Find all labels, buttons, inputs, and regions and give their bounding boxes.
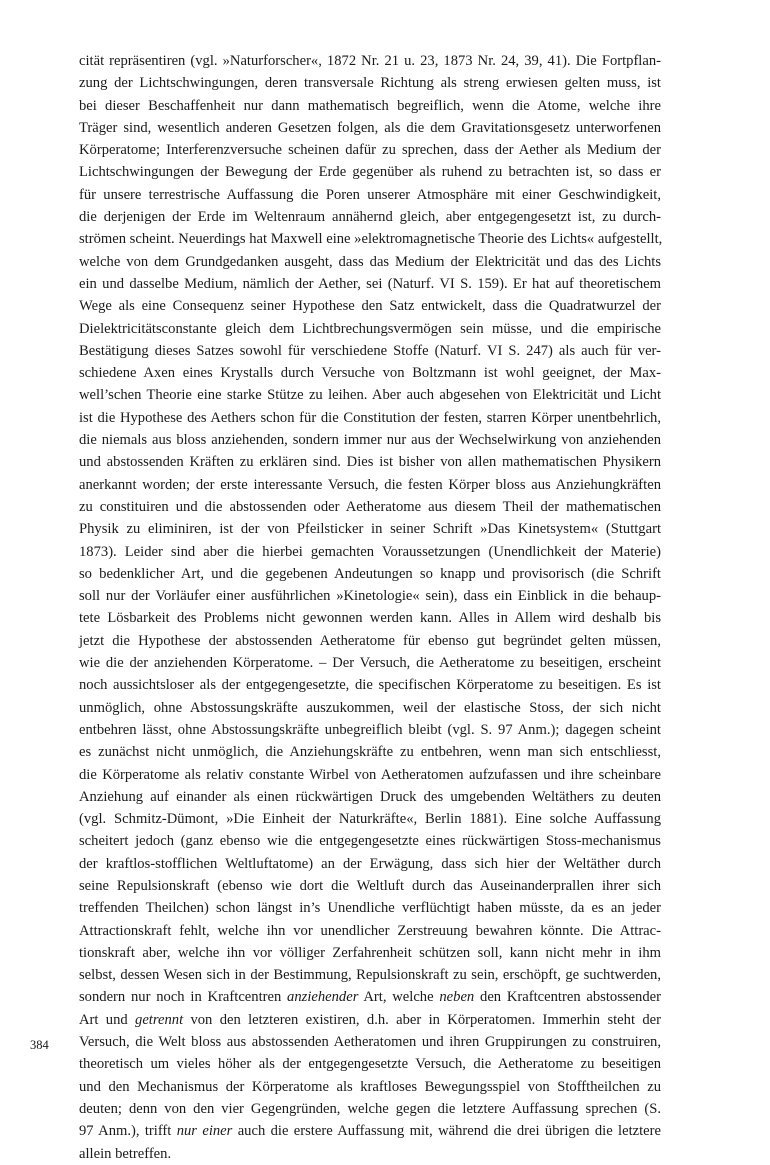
text-run: seine Repulsionskraft (ebenso wie dort die Weltluft durch das Auseinanderprallen ihrer sich	[79, 877, 661, 894]
text-run: tete Lösbarkeit des Problems nicht gewonnen werden kann. Alles in Allem wird deshalb bis	[79, 610, 661, 627]
text-line	[79, 719, 661, 741]
text-run: treffenden Theilchen) schon längst in’s Unendliche verflüchtigt haben müsste, da es an jeder	[79, 900, 661, 917]
text-line	[79, 764, 661, 786]
text-run: welche von dem Grundgedanken ausgeht, dass das Medium der Elektricität und das des Lichts	[79, 253, 661, 270]
text-run: schiedene Axen eines Krystalls durch Versuche von Boltzmann ist wohl geeignet, der Max-	[79, 365, 661, 382]
text-line	[79, 1053, 661, 1075]
text-run: ist die Hypothese des Aethers schon für die Constitution der festen, starren Körper unentbehrlich,	[79, 409, 661, 426]
text-line	[79, 161, 661, 183]
text-run: es zunächst nicht unmöglich, die Anziehungskräfte zu entbehren, wenn man sich entschliesst,	[79, 744, 661, 761]
text-line	[79, 496, 661, 518]
text-run: bei dieser Beschaffenheit nur dann mathematisch begreiflich, wenn die Atome, welche ihre	[79, 97, 661, 114]
text-line	[79, 853, 661, 875]
text-run: Lichtschwingungen der Bewegung der Erde gegenüber als ruhend zu betrachten ist, so dass er	[79, 164, 661, 181]
text-run: ein und dasselbe Medium, nämlich der Aether, sei (Naturf. VI S. 159). Er hat auf theoretischem	[79, 275, 661, 292]
text-line	[79, 630, 661, 652]
text-run: die derjenigen der Erde im Weltenraum annähernd gleich, aber entgegengesetzt ist, zu durch-	[79, 209, 661, 226]
text-line	[79, 251, 661, 273]
text-line	[79, 920, 661, 942]
text-run: 97 Anm.), trifft	[79, 1123, 177, 1140]
text-run: die niemals aus bloss anziehenden, sondern immer nur aus der Wechselwirkung von anziehenden	[79, 432, 661, 449]
text-run: entbehren lässt, ohne Abstossungskräfte unbegreiflich bleibt (vgl. S. 97 Anm.); dagegen scheint	[79, 721, 661, 738]
text-run: (vgl. Schmitz-Dümont, »Die Einheit der Naturkräfte«, Berlin 1881). Eine solche Auffassung	[79, 811, 661, 828]
text-line	[79, 206, 661, 228]
text-line	[79, 541, 661, 563]
text-line	[79, 1120, 661, 1142]
text-run: die Körperatome als relativ constante Wirbel von Aetheratomen aufzufassen und ihre scheinbare	[79, 766, 661, 783]
text-line	[79, 875, 661, 897]
text-line	[79, 1009, 661, 1031]
text-run: Körperatome; Interferenzversuche scheinen dafür zu sprechen, dass der Aether als Medium der	[79, 142, 661, 159]
text-run: Dielektricitätsconstante gleich dem Lichtbrechungsvermögen sein müsse, und die empirische	[79, 320, 661, 337]
text-run: so bedenklicher Art, und die gegebenen Andeutungen so knapp und provisorisch (die Schrift	[79, 565, 661, 582]
text-line	[79, 741, 661, 763]
text-line	[79, 830, 661, 852]
text-line	[79, 117, 661, 139]
italic-run: nur einer	[176, 1123, 233, 1140]
text-run: Bestätigung dieses Satzes sowohl für verschiedene Stoffe (Naturf. VI S. 247) als auch für ver-	[79, 342, 661, 359]
text-run: soll nur der Vorläufer einer ausführlichen »Kinetologie« sein), dass ein Einblick in die behaup-	[79, 588, 661, 605]
text-line	[79, 563, 661, 585]
text-run: Wege als eine Consequenz seiner Hypothese den Satz entwickelt, dass die Quadratwurzel der	[79, 298, 661, 315]
text-line	[79, 897, 661, 919]
text-run: den Kraftcentren abstossender	[474, 989, 661, 1006]
text-line	[79, 72, 661, 94]
page-number: 384	[30, 1038, 49, 1052]
text-line	[79, 139, 661, 161]
text-line	[79, 585, 661, 607]
text-line	[79, 429, 661, 451]
text-line	[79, 184, 661, 206]
text-run: für unsere terrestrische Auffassung die Poren unserer Atmosphäre mit einer Geschwindigkeit,	[79, 186, 661, 203]
text-run: Anziehung auf einander als einen rückwärtigen Druck des umgebenden Weltäthers zu deuten	[79, 788, 661, 805]
text-run: jetzt die Hypothese der abstossenden Aetheratome für ebenso gut begründet gelten müssen,	[79, 632, 661, 649]
text-run: selbst, dessen Wesen sich in der Bestimmung, Repulsionskraft zu sein, erschöpft, ge suchtwerden,	[79, 967, 661, 984]
text-line	[79, 942, 661, 964]
text-run: deuten; denn von den vier Gegengründen, welche gegen die letztere Auffassung sprechen (S.	[79, 1100, 661, 1117]
text-run: von den letzteren existiren, d.h. aber in Körperatomen. Immerhin steht der	[183, 1011, 661, 1028]
text-line	[79, 50, 661, 72]
text-run: theoretisch um vieles höher als der entgegengesetzte Versuch, die Aetheratome zu beseitigen	[79, 1056, 661, 1073]
text-line	[79, 362, 661, 384]
text-run: und den Mechanismus der Körperatome als kraftloses Bewegungsspiel von Stofftheilchen zu	[79, 1078, 661, 1095]
text-line	[79, 697, 661, 719]
text-line	[79, 786, 661, 808]
text-run: tionskraft aber, welche ihn vor völliger Zerfahrenheit schützen soll, kann nicht mehr in ihm	[79, 944, 661, 961]
text-run: well’schen Theorie eine starke Stütze zu leihen. Aber auch abgesehen von Elektricität und Licht	[79, 387, 661, 404]
text-line	[79, 674, 661, 696]
text-line	[79, 474, 661, 496]
text-run: 1873). Leider sind aber die hierbei gemachten Voraussetzungen (Unendlichkeit der Materie)	[79, 543, 661, 560]
text-run: Physik zu eliminiren, ist der von Pfeilsticker in seiner Schrift »Das Kinetsystem« (Stuttgart	[79, 521, 661, 538]
text-line	[79, 384, 661, 406]
italic-run: neben	[439, 989, 475, 1006]
italic-run: anziehender	[287, 989, 359, 1006]
text-run: unmöglich, ohne Abstossungskräfte auszukommen, weil der elastische Stoss, der sich nicht	[79, 699, 661, 716]
text-line	[79, 273, 661, 295]
text-line	[79, 1098, 661, 1120]
text-run: zu constituiren und die abstossenden oder Aetheratome aus diesem Theil der mathematischen	[79, 498, 661, 515]
text-line	[79, 228, 661, 250]
text-run: wie die der anziehenden Körperatome. – Der Versuch, die Aetheratome zu beseitigen, erscheint	[79, 655, 661, 672]
text-line	[79, 340, 661, 362]
text-line	[79, 607, 661, 629]
text-run: Versuch, die Welt bloss aus abstossenden Aetheratomen und ihren Gruppirungen zu construiren,	[79, 1034, 661, 1051]
text-line	[79, 451, 661, 473]
text-line	[79, 518, 661, 540]
text-run: Attractionskraft fehlt, welche ihn vor unendlicher Zerstreuung bewahren könnte. Die Attrac-	[79, 922, 661, 939]
text-line	[79, 1076, 661, 1098]
text-run: und abstossenden Kräften zu erklären sind. Dies ist bisher von allen mathematischen Physikern	[79, 454, 661, 471]
text-line	[79, 1031, 661, 1053]
text-run: zung der Lichtschwingungen, deren transversale Richtung als streng erwiesen gelten muss, ist	[79, 75, 661, 92]
text-run: Art und	[79, 1011, 136, 1028]
text-run: cität repräsentiren (vgl. »Naturforscher«, 1872 Nr. 21 u. 23, 1873 Nr. 24, 39, 41). Die Fortpflan-	[79, 53, 661, 69]
text-run: auch die erstere Auffassung mit, während die drei übrigen die letztere	[232, 1123, 661, 1140]
text-line	[79, 295, 661, 317]
text-run: allein betreffen.	[79, 1145, 172, 1162]
italic-run: getrennt	[135, 1011, 184, 1028]
text-run: scheitert jedoch (ganz ebenso wie die entgegengesetzte eines rückwärtigen Stoss-mechanismus	[79, 833, 661, 850]
text-run: Art, welche	[358, 989, 440, 1006]
text-run: noch aussichtsloser als der entgegengesetzte, die specifischen Körperatome zu beseitigen. Es ist	[79, 677, 661, 694]
body-text	[79, 50, 661, 1165]
text-line	[79, 986, 661, 1008]
text-line	[79, 808, 661, 830]
text-run: sondern nur noch in Kraftcentren	[79, 989, 288, 1006]
text-line	[79, 652, 661, 674]
text-run: strömen scheint. Neuerdings hat Maxwell eine »elektromagnetische Theorie des Lichts« aufgestellt,	[79, 231, 663, 248]
text-run: Träger sind, wesentlich anderen Gesetzen folgen, als die dem Gravitationsgesetz unterworfenen	[79, 119, 661, 136]
text-line	[79, 407, 661, 429]
text-line	[79, 95, 661, 117]
text-run: der kraftlos-stofflichen Weltluftatome) an der Erwägung, dass sich hier der Weltäther durch	[79, 855, 661, 872]
text-line	[79, 318, 661, 340]
text-line	[79, 964, 661, 986]
text-run: anerkannt worden; der erste interessante Versuch, die festen Körper bloss aus Anziehungkräften	[79, 476, 661, 493]
text-line	[79, 1143, 661, 1165]
